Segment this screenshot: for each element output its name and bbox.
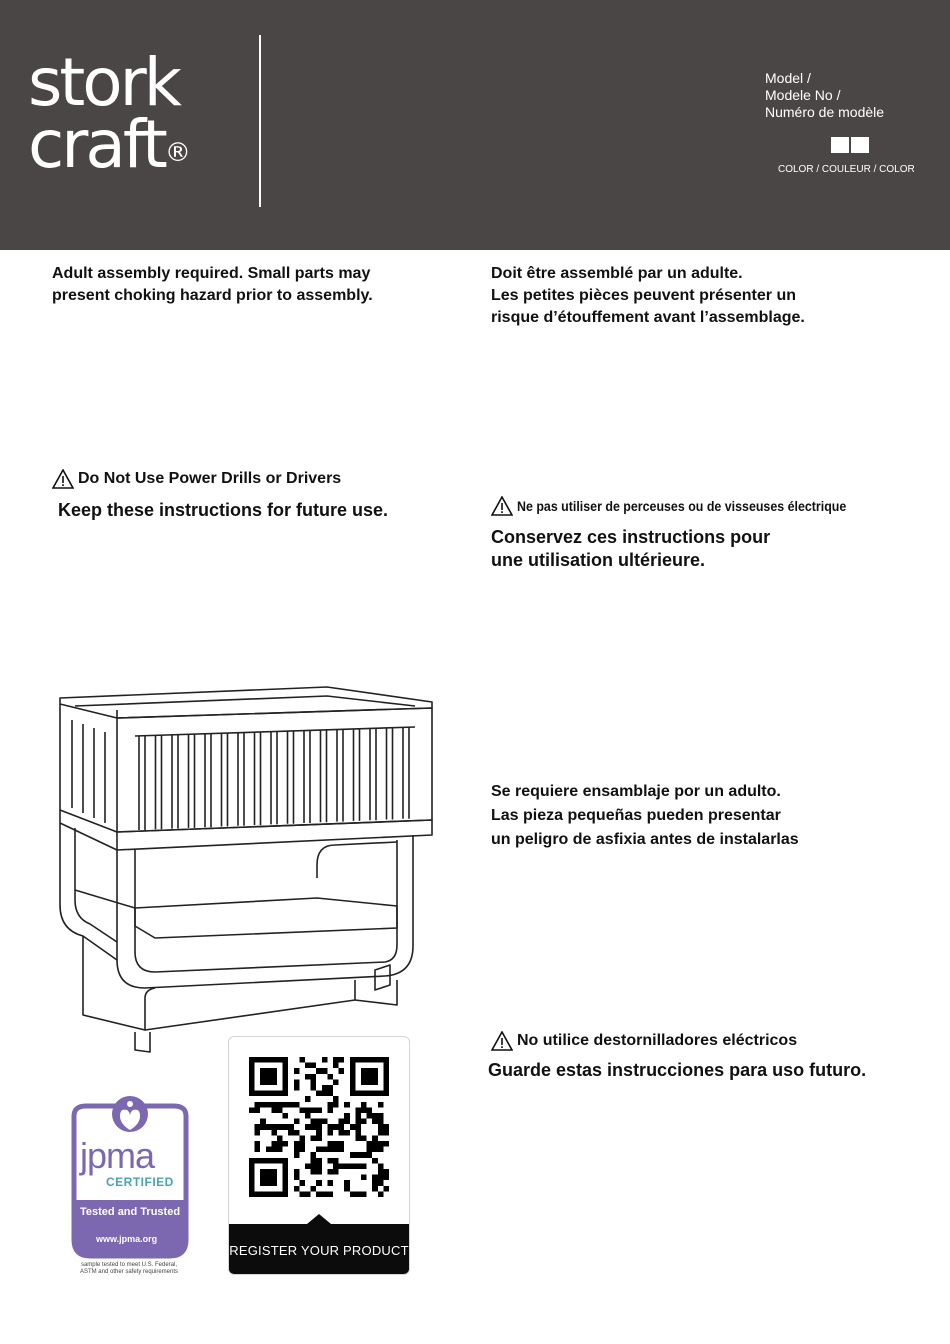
french-assembly-line-1: Doit être assemblé par un adulte. bbox=[491, 265, 743, 282]
jpma-certified: CERTIFIED bbox=[106, 1175, 174, 1189]
bassinet-illustration bbox=[55, 680, 440, 1060]
spanish-warning-text: No utilice destornilladores eléctricos bbox=[517, 1032, 798, 1049]
jpma-fine-print-line-2: ASTM and other safety requirements bbox=[79, 1269, 179, 1275]
qr-code[interactable] bbox=[249, 1057, 389, 1197]
french-warning-text: Ne pas utiliser de perceuses ou de visseuses électrique bbox=[517, 498, 847, 514]
spanish-assembly-line-1: Se requiere ensamblaje por un adulto. bbox=[491, 783, 781, 800]
french-assembly-line-2: Les petites pièces peuvent présenter un bbox=[491, 287, 796, 304]
english-assembly-line-1: Adult assembly required. Small parts may bbox=[52, 265, 371, 282]
warning-triangle-icon bbox=[491, 496, 513, 516]
header-divider bbox=[259, 35, 261, 207]
logo-registered-mark: ® bbox=[164, 138, 191, 168]
jpma-fine-print-line-1: sample tested to meet U.S. Federal, bbox=[80, 1262, 178, 1268]
spanish-assembly-line-2: Las pieza pequeñas pueden presentar bbox=[491, 807, 781, 824]
spanish-assembly-line-3: un peligro de asfixia antes de instalarlas bbox=[491, 831, 799, 848]
model-label-fr: Modele No / bbox=[765, 87, 841, 103]
french-keep-line-2: une utilisation ultérieure. bbox=[491, 550, 706, 570]
spanish-drill-warning bbox=[491, 1031, 797, 1051]
french-keep-line-1: Conservez ces instructions pour bbox=[491, 527, 771, 547]
english-assembly-line-2: present choking hazard prior to assembly. bbox=[52, 287, 373, 304]
color-swatch bbox=[851, 137, 869, 153]
storkcraft-logo bbox=[28, 44, 191, 183]
qr-notch bbox=[307, 1214, 331, 1224]
jpma-url: www.jpma.org bbox=[96, 1234, 158, 1244]
color-swatch bbox=[831, 137, 849, 153]
english-warning-text: Do Not Use Power Drills or Drivers bbox=[78, 470, 342, 487]
logo-line-1: stork bbox=[28, 44, 179, 121]
french-assembly-line-3: risque d’étouffement avant l’assemblage. bbox=[491, 309, 805, 326]
warning-triangle-icon bbox=[491, 1031, 513, 1051]
warning-triangle-icon bbox=[52, 469, 74, 489]
register-product-card[interactable] bbox=[228, 1036, 410, 1275]
spanish-keep-instructions: Guarde estas instrucciones para uso futuro. bbox=[488, 1060, 867, 1080]
register-product-label[interactable]: REGISTER YOUR PRODUCT bbox=[229, 1224, 409, 1274]
jpma-tested-trusted: Tested and Trusted bbox=[80, 1206, 181, 1218]
english-drill-warning bbox=[52, 469, 341, 489]
jpma-fine-print bbox=[70, 1262, 188, 1276]
french-assembly-notice bbox=[491, 263, 805, 329]
color-swatches bbox=[831, 137, 871, 158]
spanish-assembly-notice bbox=[491, 780, 799, 852]
model-label-fr-full: Numéro de modèle bbox=[765, 104, 885, 120]
model-number-label bbox=[765, 70, 884, 121]
color-label: COLOR / COULEUR / COLOR bbox=[778, 164, 915, 175]
jpma-brand: jpma bbox=[80, 1135, 155, 1176]
header-banner bbox=[0, 0, 950, 250]
model-label-en: Model / bbox=[765, 70, 811, 86]
french-keep-instructions bbox=[491, 526, 770, 572]
french-drill-warning bbox=[491, 496, 875, 516]
english-assembly-notice bbox=[52, 263, 373, 307]
english-keep-instructions: Keep these instructions for future use. bbox=[58, 500, 389, 520]
logo-line-2: craft bbox=[28, 106, 165, 183]
